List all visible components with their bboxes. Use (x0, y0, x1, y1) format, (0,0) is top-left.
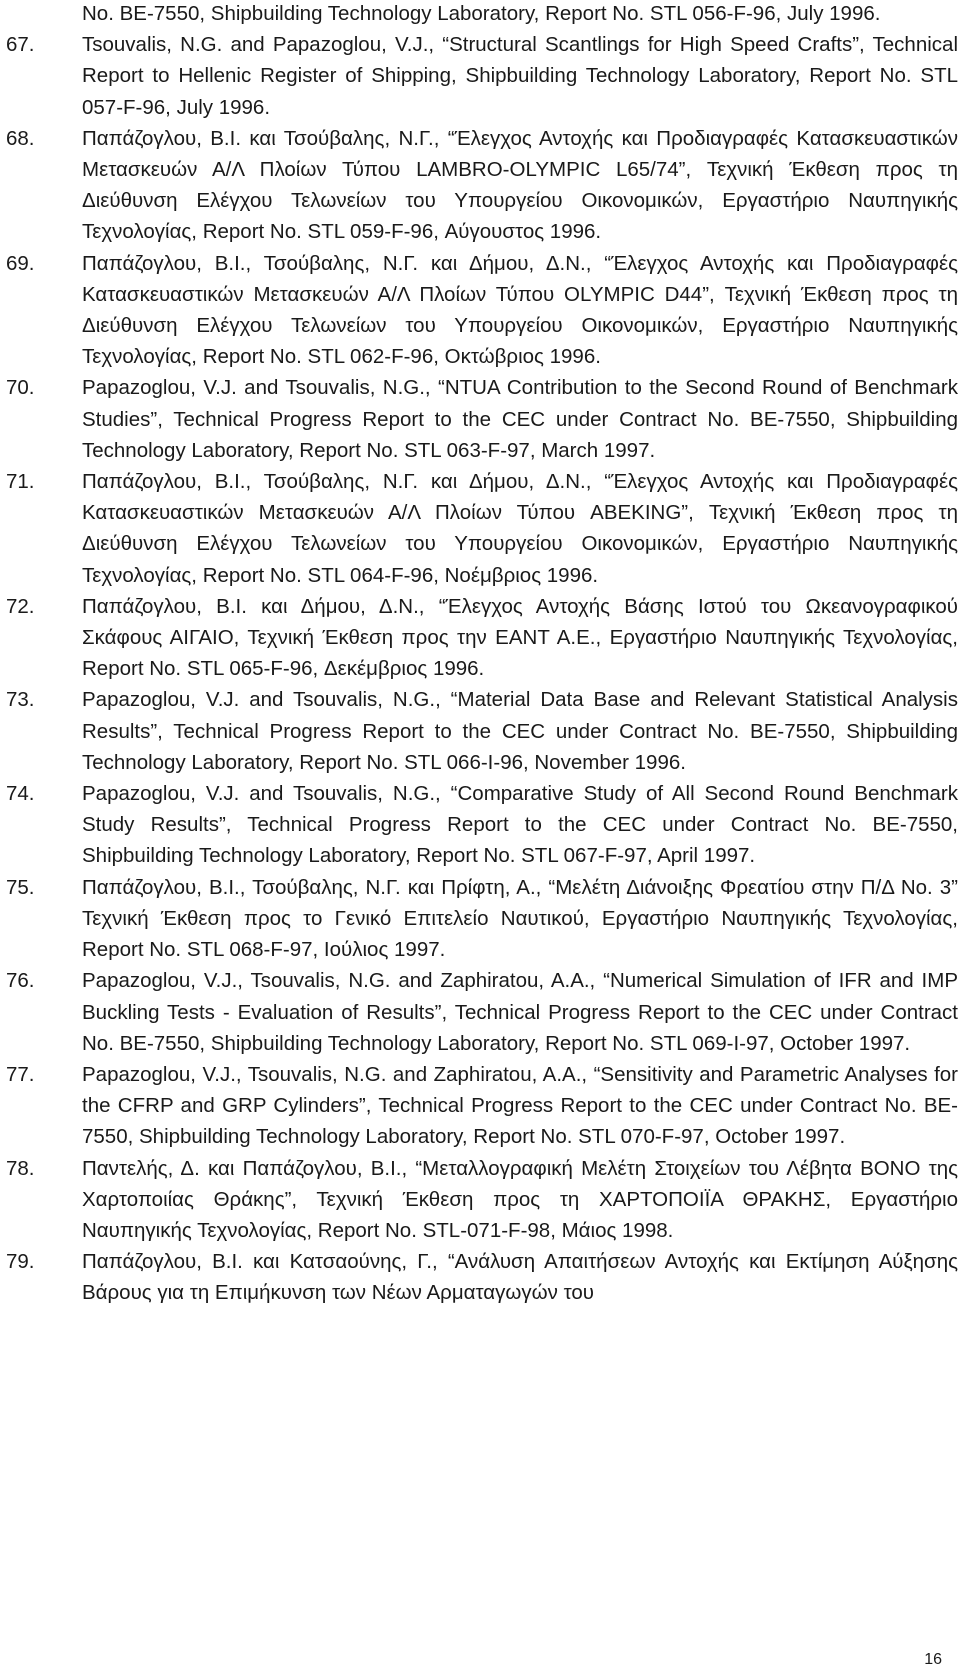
reference-item (6, 372, 958, 466)
reference-text: Papazoglou, V.J., Tsouvalis, N.G. and Zaphiratou, A.A., “Sensitivity and Parametric Analyses for the CFRP and GRP Cylinders”, Technical Progress Report to the CEC under Contract No. BE-7550, Shipbuilding Technology Laboratory, Report No. STL 070-F-97, October 1997. (82, 1062, 958, 1149)
reference-number: 75. (6, 875, 35, 899)
reference-number: 67. (6, 33, 35, 57)
reference-list (6, 0, 958, 1309)
reference-item (6, 466, 958, 591)
reference-item (6, 684, 958, 778)
reference-text: Παντελής, Δ. και Παπάζογλου, Β.Ι., “Μεταλλογραφική Μελέτη Στοιχείων του Λέβητα ΒΟΝΟ της Χαρτοποιίας Θράκης”, Τεχνική Έκθεση προς τη ΧΑΡΤΟΠΟΙΪΑ ΘΡΑΚΗΣ, Εργαστήριο Ναυπηγικής Τεχνολογίας, Report No. STL-071-F-98, Μάιος 1998. (82, 1156, 958, 1242)
reference-number: 71. (6, 470, 35, 494)
reference-text: Papazoglou, V.J. and Tsouvalis, N.G., “NTUA Contribution to the Second Round of Benchmark Studies”, Technical Progress Report to the CEC under Contract No. BE-7550, Shipbuilding Technology Laboratory, Report No. STL 063-F-97, March 1997. (82, 376, 958, 462)
reference-item (6, 123, 958, 248)
reference-number: 68. (6, 126, 35, 150)
reference-item (6, 591, 958, 685)
page-number: 16 (924, 1651, 942, 1668)
reference-number: 72. (6, 594, 35, 618)
reference-item (6, 1153, 958, 1247)
reference-item (6, 778, 958, 872)
reference-text: Παπάζογλου, Β.Ι. και Δήμου, Δ.Ν., “Έλεγχος Αντοχής Βάσης Ιστού του Ωκεανογραφικού Σκάφους ΑΙΓΑΙΟ, Τεχνική Έκθεση προς την ΕΑΝΤ Α.Ε., Εργαστήριο Ναυπηγικής Τεχνολογίας, Report No. STL 065-F-96, Δεκέμβριος 1996. (82, 594, 958, 681)
reference-number: 74. (6, 782, 35, 806)
reference-text: Papazoglou, V.J. and Tsouvalis, N.G., “Comparative Study of All Second Round Benchmark Study Results”, Technical Progress Report to the CEC under Contract No. BE-7550, Shipbuilding Technology Laboratory, Report No. STL 067-F-97, April 1997. (82, 782, 958, 868)
reference-text: Papazoglou, V.J., Tsouvalis, N.G. and Zaphiratou, A.A., “Numerical Simulation of IFR and IMP Buckling Tests - Evaluation of Results”, Technical Progress Report to the CEC under Contract No. BE-7550, Shipbuilding Technology Laboratory, Report No. STL 069-I-97, October 1997. (82, 969, 958, 1055)
reference-number: 78. (6, 1156, 35, 1180)
reference-number: 76. (6, 969, 35, 993)
reference-item (6, 29, 958, 123)
reference-item (6, 1246, 958, 1308)
reference-number: 70. (6, 376, 35, 400)
reference-item (6, 965, 958, 1059)
reference-text: Παπάζογλου, Β.Ι. και Κατσαούνης, Γ., “Ανάλυση Απαιτήσεων Αντοχής και Εκτίμηση Αύξησης Βάρους για τη Επιμήκυνση των Νέων Αρματαγωγών του (82, 1250, 958, 1305)
reference-item (6, 872, 958, 966)
reference-text: Παπάζογλου, Β.Ι. και Τσούβαλης, Ν.Γ., “Έλεγχος Αντοχής και Προδιαγραφές Κατασκευαστικών Μετασκευών Α/Λ Πλοίων Τύπου LAMBRO-OLYMPIC L65/74”, Τεχνική Έκθεση προς τη Διεύθυνση Ελέγχου Τελωνείων του Υπουργείου Οικονομικών, Εργαστήριο Ναυπηγικής Τεχνολογίας, Report No. STL 059-F-96, Αύγουστος 1996. (82, 126, 958, 244)
reference-number: 77. (6, 1062, 35, 1086)
reference-item (6, 248, 958, 373)
reference-number: 79. (6, 1250, 35, 1274)
reference-number: 73. (6, 688, 35, 712)
reference-item (6, 0, 958, 29)
reference-text: Παπάζογλου, Β.Ι., Τσούβαλης, Ν.Γ. και Δήμου, Δ.Ν., “Έλεγχος Αντοχής και Προδιαγραφές Κατασκευαστικών Μετασκευών Α/Λ Πλοίων Τύπου ABEKING”, Τεχνική Έκθεση προς τη Διεύθυνση Ελέγχου Τελωνείων του Υπουργείου Οικονομικών, Εργαστήριο Ναυπηγικής Τεχνολογίας, Report No. STL 064-F-96, Νοέμβριος 1996. (82, 470, 958, 587)
reference-number: 69. (6, 251, 35, 275)
reference-text: Παπάζογλου, Β.Ι., Τσούβαλης, Ν.Γ. και Πρίφτη, Α., “Μελέτη Διάνοιξης Φρεατίου στην Π/Δ Νο. 3” Τεχνική Έκθεση προς το Γενικό Επιτελείο Ναυτικού, Εργαστήριο Ναυπηγικής Τεχνολογίας, Report No. STL 068-F-97, Ιούλιος 1997. (82, 875, 958, 962)
reference-text: No. BE-7550, Shipbuilding Technology Laboratory, Report No. STL 056-F-96, July 1996. (82, 2, 881, 25)
reference-item (6, 1059, 958, 1153)
reference-text: Papazoglou, V.J. and Tsouvalis, N.G., “Material Data Base and Relevant Statistical Analysis Results”, Technical Progress Report to the CEC under Contract No. BE-7550, Shipbuilding Technology Laboratory, Report No. STL 066-I-96, November 1996. (82, 688, 958, 774)
reference-text: Παπάζογλου, Β.Ι., Τσούβαλης, Ν.Γ. και Δήμου, Δ.Ν., “Έλεγχος Αντοχής και Προδιαγραφές Κατασκευαστικών Μετασκευών Α/Λ Πλοίων Τύπου OLYMPIC D44”, Τεχνική Έκθεση προς τη Διεύθυνση Ελέγχου Τελωνείων του Υπουργείου Οικονομικών, Εργαστήριο Ναυπηγικής Τεχνολογίας, Report No. STL 062-F-96, Οκτώβριος 1996. (82, 251, 958, 369)
reference-text: Tsouvalis, N.G. and Papazoglou, V.J., “Structural Scantlings for High Speed Crafts”, Technical Report to Hellenic Register of Shipping, Shipbuilding Technology Laboratory, Report No. STL 057-F-96, July 1996. (82, 33, 958, 119)
